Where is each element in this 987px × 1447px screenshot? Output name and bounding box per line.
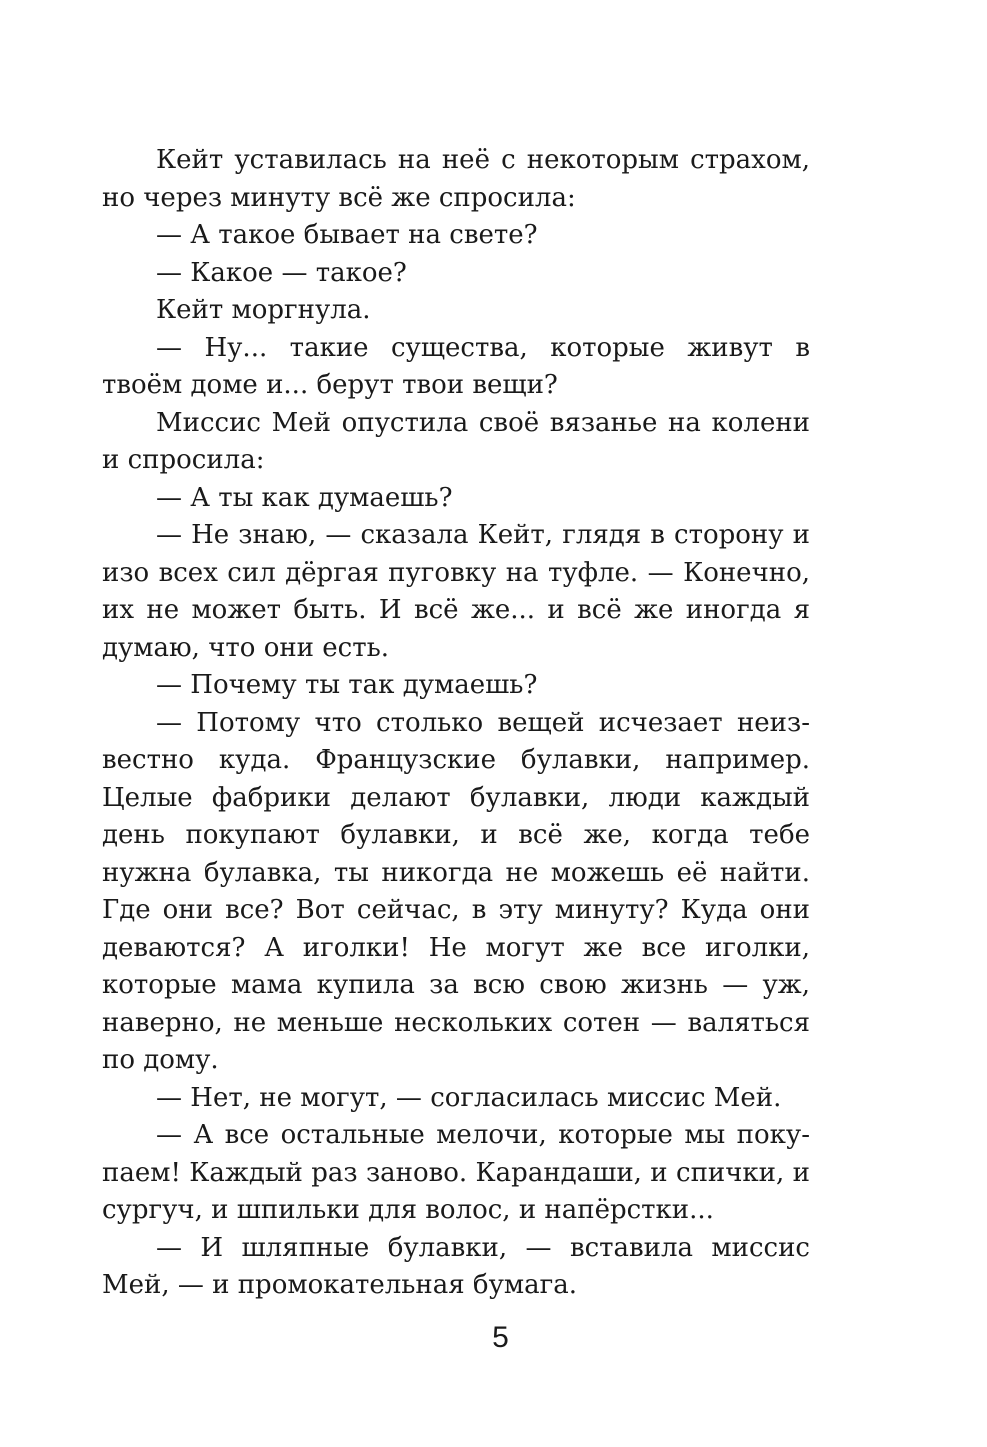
paragraph: — Почему ты так думаешь?: [156, 670, 538, 700]
body-text: [102, 142, 810, 1305]
paragraph: — Какое — такое?: [156, 257, 407, 288]
paragraph: — А все остальные мелочи, которые мы покупаем! Каждый раз заново. Карандаши, и спички, и сургуч, и шпильки для волос, и напёрстки...: [102, 1120, 810, 1225]
paragraph: Миссис Мей опустила своё вязанье на колени и спросила:: [102, 407, 810, 475]
paragraph: — Не знаю, — сказала Кейт, глядя в сторону и изо всех сил дёргая пуговку на туфле. — Конечно, их не может быть. И всё же... и всё же иногда я думаю, что они есть.: [102, 520, 810, 663]
paragraph: — Ну... такие существа, которые живут в твоём доме и... берут твои вещи?: [102, 332, 810, 400]
paragraph: — А ты как думаешь?: [156, 482, 453, 513]
page-number: 5: [492, 1321, 509, 1354]
paragraph: — И шляпные булавки, — вставила миссис Мей, — и промокательная бумага.: [102, 1232, 810, 1300]
paragraph: — Потому что столько вещей исчезает неизвестно куда. Французские булавки, например. Целые фабрики делают булавки, люди каждый день покупают булавки, и всё же, когда тебе нужна булавка, ты никогда не можешь её найти. Где они все? Вот сейчас, в эту минуту? Куда они деваются? А иголки! Не могут же все иголки, которые мама купила за всю свою жизнь — уж, наверно, не меньше нескольких сотен — валяться по дому.: [102, 707, 810, 1075]
paragraph: Кейт моргнула.: [156, 295, 371, 325]
paragraph: — А такое бывает на свете?: [156, 220, 538, 250]
paragraph: — Нет, не могут, — согласилась миссис Мей.: [156, 1082, 782, 1113]
paragraph: Кейт уставилась на неё с некоторым страхом, но через минуту всё же спросила:: [102, 145, 810, 213]
